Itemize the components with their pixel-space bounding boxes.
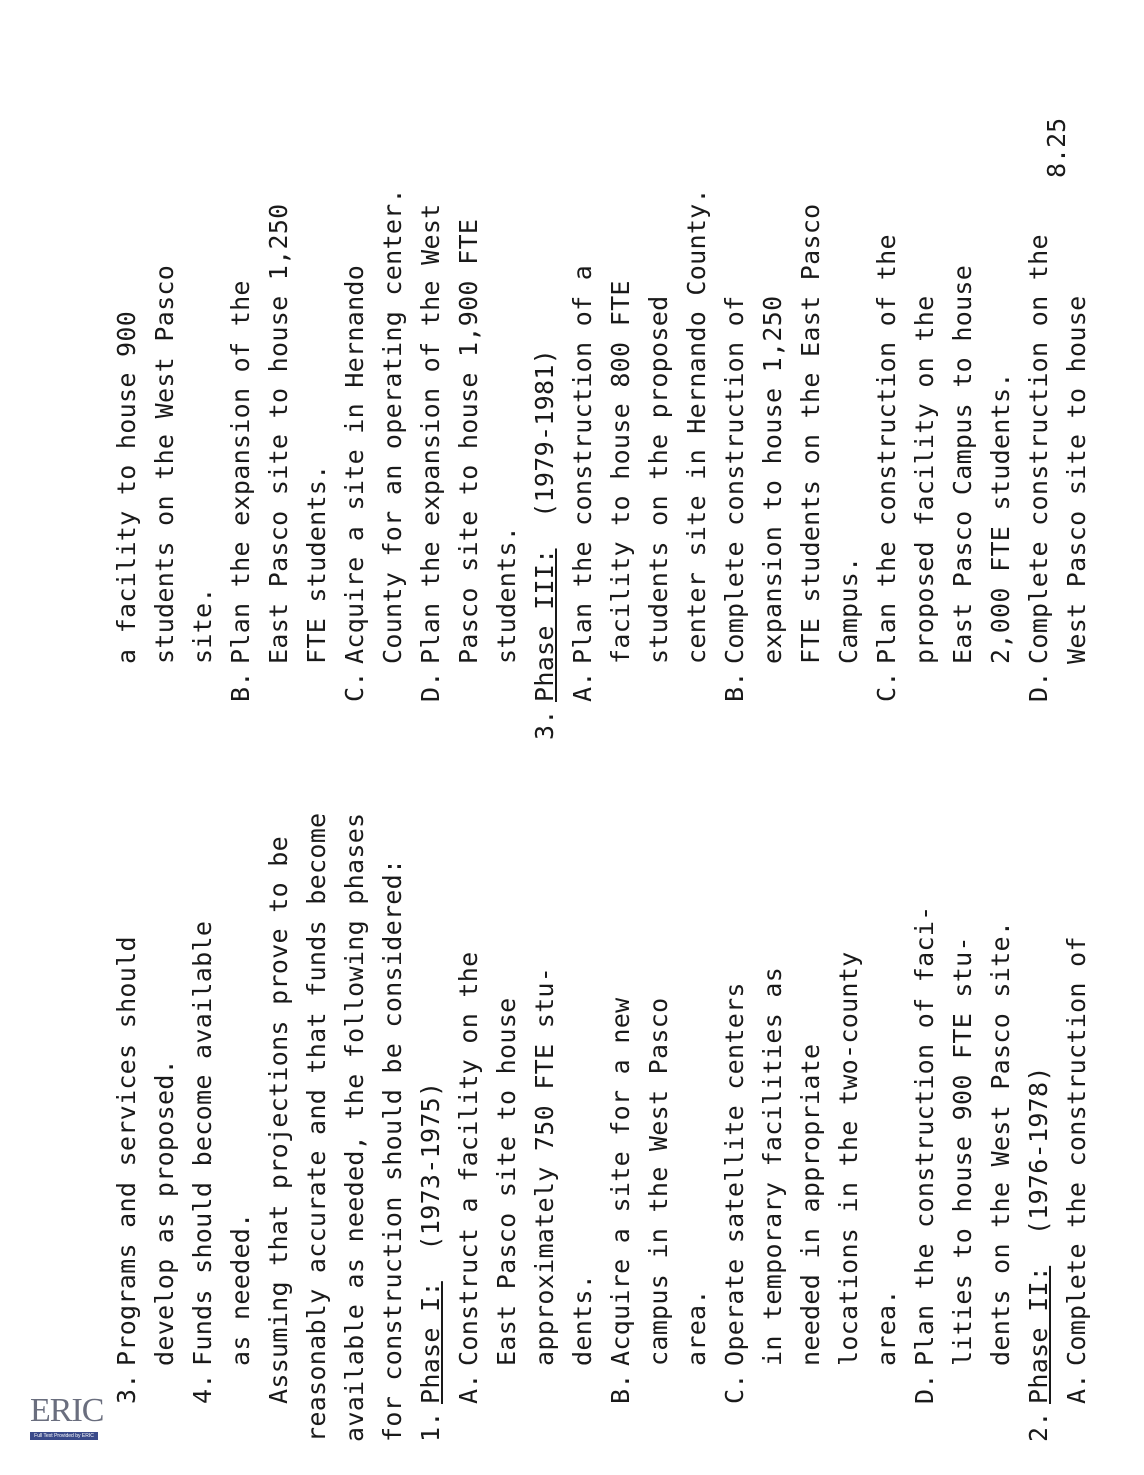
list-marker: 3. [530, 709, 559, 740]
line-text: as needed. [226, 1212, 255, 1366]
line-text: lities to house 900 FTE stu- [948, 936, 977, 1366]
text-line [222, 20, 260, 740]
text-line [906, 20, 944, 740]
list-marker: D. [416, 671, 445, 702]
line-text: dents on the West Pasco site. [986, 920, 1015, 1366]
text-line [678, 20, 716, 740]
line-text: locations in the two-county [834, 951, 863, 1366]
list-marker: 2. [1024, 1411, 1053, 1442]
line-text: Programs and services should [112, 936, 141, 1366]
line-text: needed in appropriate [796, 1043, 825, 1366]
line-text: Assuming that projections prove to be [264, 836, 293, 1404]
line-text: available as needed, the following phases [340, 812, 369, 1442]
line-text: dents. [568, 1273, 597, 1366]
line-text: area. [872, 1289, 901, 1366]
text-line [108, 20, 146, 740]
text-line [792, 20, 830, 740]
line-text: Complete the construction of [1062, 936, 1091, 1366]
line-text: a facility to house 900 [112, 310, 141, 664]
phase-heading: Phase III: [530, 548, 559, 702]
line-text: Acquire a site for a new [606, 997, 635, 1366]
line-text: students. [492, 525, 521, 664]
line-text: center site in Hernando County. [682, 188, 711, 664]
text-line [184, 20, 222, 740]
line-text: Complete construction of [720, 295, 749, 664]
text-line [450, 20, 488, 740]
list-marker: A. [454, 1373, 483, 1404]
line-text: area. [682, 1289, 711, 1366]
line-text: FTE students. [302, 464, 331, 664]
line-text: students on the proposed [644, 295, 673, 664]
list-marker: B. [720, 671, 749, 702]
line-text: FTE students on the East Pasco [796, 203, 825, 664]
text-line [412, 20, 450, 740]
line-text: for construction should be considered: [378, 858, 407, 1442]
line-text: Plan the construction of a [568, 264, 597, 664]
line-text: Campus. [834, 556, 863, 664]
line-text: students on the West Pasco [150, 264, 179, 664]
line-text: East Pasco Campus to house [948, 264, 977, 664]
line-text: East Pasco site to house [492, 997, 521, 1366]
line-text: (1979-1981) [530, 348, 559, 549]
text-line [564, 20, 602, 740]
text-line [716, 20, 754, 740]
line-text: Plan the expansion of the West [416, 203, 445, 664]
list-marker: B. [226, 671, 255, 702]
text-line [298, 20, 336, 740]
eric-logo-text: ERIC [30, 1392, 104, 1429]
line-text: West Pasco site to house [1062, 295, 1091, 664]
list-marker: D. [910, 1373, 939, 1404]
line-text: develop as proposed. [150, 1058, 179, 1366]
page-number: 8.25 [1042, 117, 1071, 178]
list-marker: D. [1024, 671, 1053, 702]
line-text: Plan the construction of the [872, 234, 901, 664]
line-text: Operate satellite centers [720, 982, 749, 1366]
text-line [868, 20, 906, 740]
text-line [374, 20, 412, 740]
list-marker: C. [340, 671, 369, 702]
list-marker: 4. [188, 1373, 217, 1404]
line-text: Plan the construction of faci- [910, 905, 939, 1366]
line-text: site. [188, 587, 217, 664]
list-marker: B. [606, 1373, 635, 1404]
line-text: in temporary facilities as [758, 966, 787, 1366]
text-line [526, 20, 564, 740]
line-text: East Pasco site to house 1,250 [264, 203, 293, 664]
text-line [602, 20, 640, 740]
text-line [146, 20, 184, 740]
line-text: reasonably accurate and that funds become [302, 812, 331, 1442]
eric-logo-tagline: Full Text Provided by ERIC [30, 1432, 98, 1440]
line-text: expansion to house 1,250 [758, 295, 787, 664]
line-text: campus in the West Pasco [644, 997, 673, 1366]
text-line [336, 20, 374, 740]
phase-heading: Phase II: [1024, 1265, 1053, 1404]
line-text: Plan the expansion of the [226, 280, 255, 664]
line-text: County for an operating center. [378, 188, 407, 664]
text-line [944, 20, 982, 740]
line-text: 2,000 FTE students. [986, 372, 1015, 664]
text-line [754, 20, 792, 740]
list-marker: A. [568, 671, 597, 702]
list-marker: 3. [112, 1373, 141, 1404]
line-text: (1976-1978) [1024, 1066, 1053, 1266]
text-line [640, 20, 678, 740]
line-text: (1973-1975) [416, 1081, 445, 1282]
text-line [830, 20, 868, 740]
list-marker: C. [872, 671, 901, 702]
line-text: Pasco site to house 1,900 FTE [454, 218, 483, 664]
text-line [260, 20, 298, 740]
text-line [982, 20, 1020, 740]
list-marker: C. [720, 1373, 749, 1404]
line-text: Acquire a site in Hernando [340, 264, 369, 664]
phase-heading: Phase I: [416, 1281, 445, 1404]
eric-logo [28, 1350, 102, 1444]
list-marker: 1. [416, 1411, 445, 1442]
line-text: Complete construction on the [1024, 234, 1053, 664]
line-text: proposed facility on the [910, 295, 939, 664]
line-text: facility to house 800 FTE [606, 280, 635, 664]
line-text: approximately 750 FTE stu- [530, 966, 559, 1366]
line-text: Funds should become available [188, 920, 217, 1366]
text-line [488, 20, 526, 740]
line-text: Construct a facility on the [454, 951, 483, 1366]
list-marker: A. [1062, 1373, 1091, 1404]
